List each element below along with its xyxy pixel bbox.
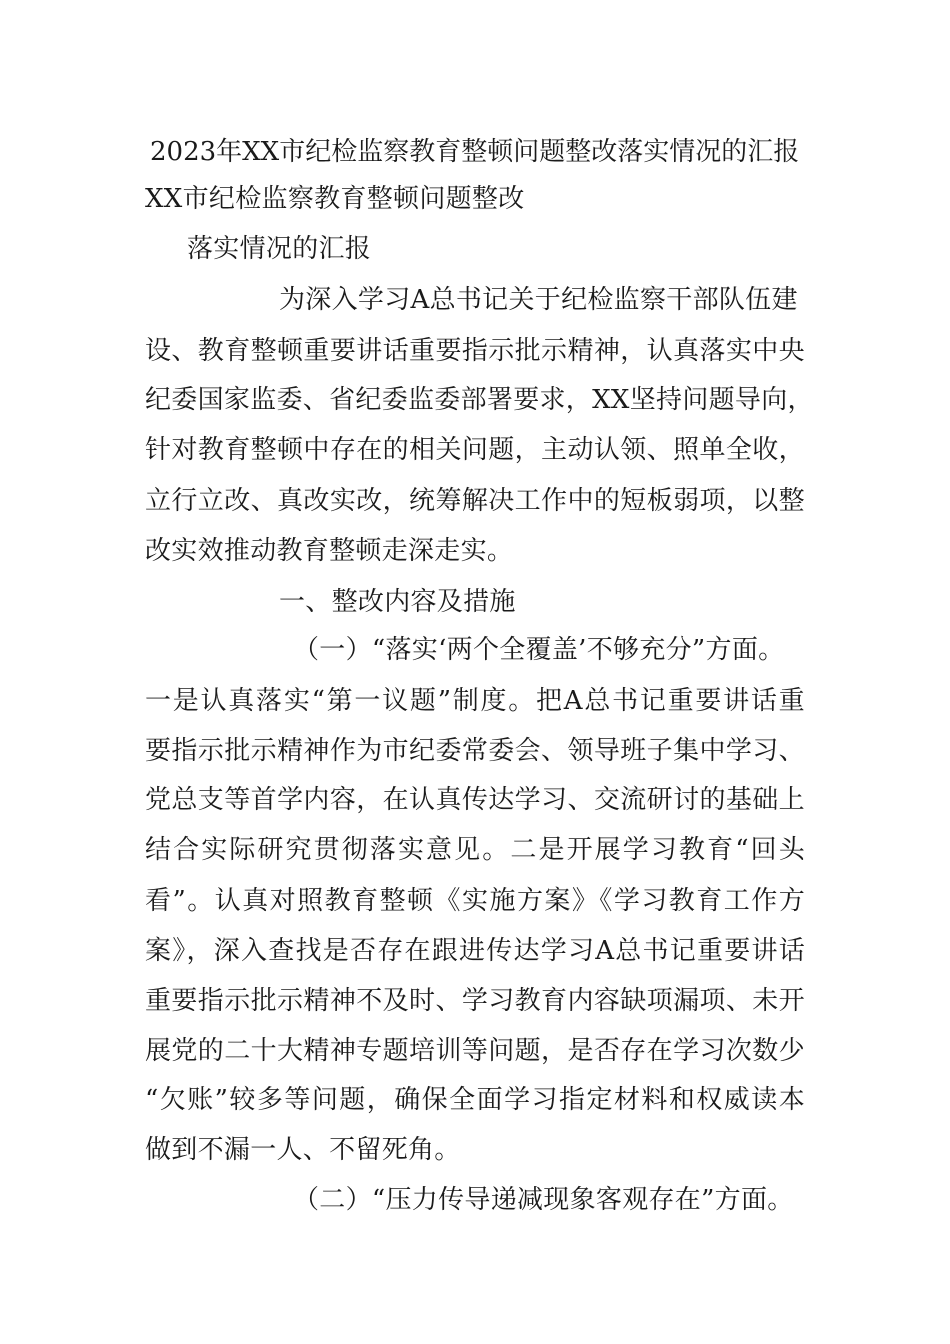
title-line-1: 2023年XX市纪检监察教育整顿问题整改落实情况的汇报 — [150, 137, 800, 167]
body-line: 结合实际研究贯彻落实意见。二是开展学习教育“回头 — [145, 835, 805, 865]
intro-line: 改实效推动教育整顿走深走实。 — [145, 536, 514, 566]
body-line: 党总支等首学内容，在认真传达学习、交流研讨的基础上 — [145, 785, 805, 815]
intro-line: 为深入学习A总书记关于纪检监察干部队伍建 — [279, 285, 798, 315]
body-line: 展党的二十大精神专题培训等问题，是否存在学习次数少 — [145, 1036, 805, 1066]
body-line: “欠账”较多等问题，确保全面学习指定材料和权威读本 — [145, 1085, 805, 1115]
title-line-3: 落实情况的汇报 — [187, 234, 372, 264]
body-line: 案》，深入查找是否存在跟进传达学习A总书记重要讲话 — [145, 936, 805, 966]
body-line: 要指示批示精神作为市纪委常委会、领导班子集中学习、 — [145, 736, 805, 766]
intro-line: 立行立改、真改实改，统筹解决工作中的短板弱项，以整 — [145, 486, 805, 516]
intro-line: 设、教育整顿重要讲话重要指示批示精神，认真落实中央 — [145, 336, 805, 366]
title-line-2: XX市纪检监察教育整顿问题整改 — [145, 184, 525, 214]
subsection-heading: （一）“落实‘两个全覆盖’不够充分”方面。 — [293, 635, 785, 665]
intro-line: 针对教育整顿中存在的相关问题，主动认领、照单全收， — [145, 435, 805, 465]
intro-line: 纪委国家监委、省纪委监委部署要求，XX坚持问题导向， — [145, 385, 814, 415]
body-line: 重要指示批示精神不及时、学习教育内容缺项漏项、未开 — [145, 986, 805, 1016]
body-line: 看”。认真对照教育整顿《实施方案》《学习教育工作方 — [145, 886, 805, 916]
subsection-heading: （二）“压力传导递减现象客观存在”方面。 — [293, 1185, 794, 1215]
body-line: 一是认真落实“第一议题”制度。把A总书记重要讲话重 — [145, 686, 805, 716]
body-line: 做到不漏一人、不留死角。 — [145, 1135, 461, 1165]
section-heading: 一、整改内容及措施 — [279, 587, 516, 617]
